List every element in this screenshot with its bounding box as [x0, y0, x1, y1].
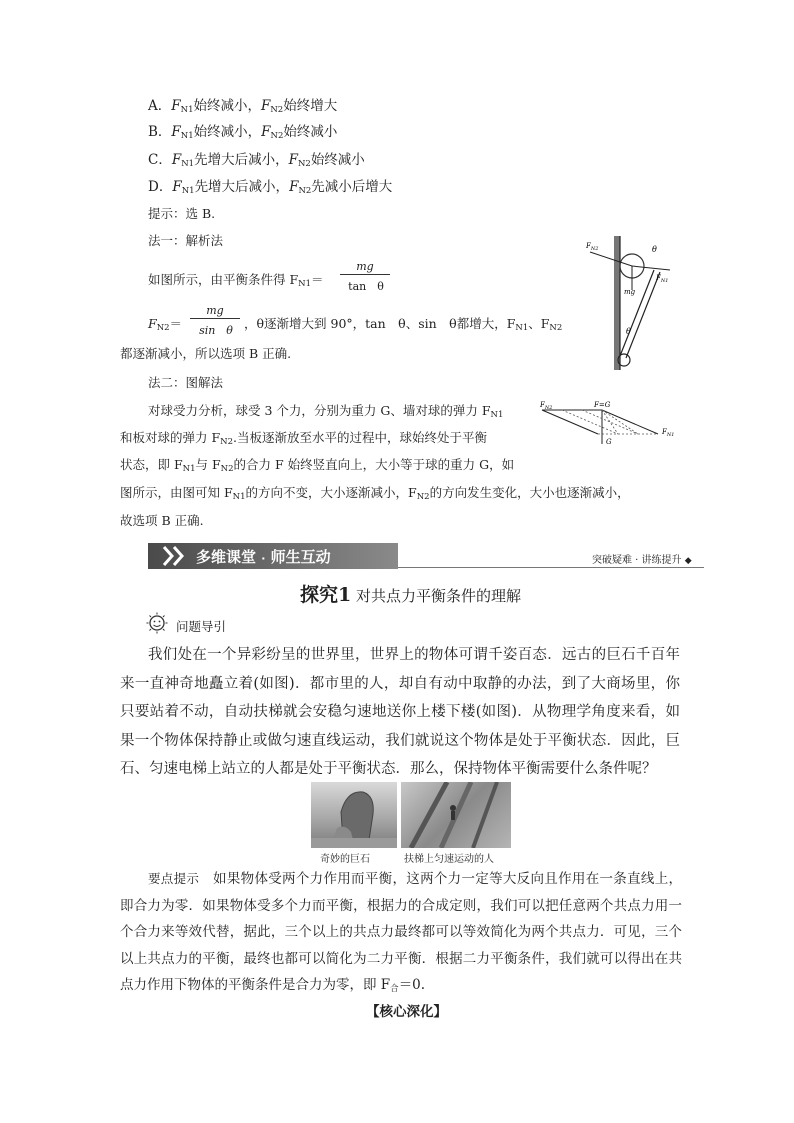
- option-b: [148, 122, 337, 146]
- option-a: [148, 96, 337, 120]
- force-subscript: N2: [220, 437, 234, 447]
- method2-title: 法二：图解法: [148, 375, 224, 390]
- option-text: 始终减小，: [193, 98, 261, 114]
- force-symbol: F: [172, 179, 182, 195]
- board: [620, 270, 654, 356]
- rock-illustration: [311, 782, 397, 848]
- force-symbol: F: [148, 316, 157, 331]
- force-symbol: F: [171, 152, 182, 168]
- force-subscript: N1: [181, 159, 195, 169]
- label-fn2: $F_{N2}$: [586, 242, 599, 252]
- text: 对球受力分析，球受 3 个力，分别为重力 G、墙对球的弹力 F: [148, 403, 491, 418]
- force-symbol: F: [289, 179, 299, 195]
- method1-line1: [148, 270, 324, 294]
- force-subscript: N2: [270, 105, 284, 115]
- section-heading: [300, 580, 521, 607]
- hint: 提示：选 B.: [148, 206, 216, 221]
- force-subscript: N1: [232, 492, 246, 502]
- option-letter: B．: [148, 124, 172, 140]
- method2-line2: [120, 428, 487, 452]
- force-parallelogram-diagram: [538, 398, 680, 448]
- fraction2-numerator: mg: [190, 304, 240, 319]
- heading-text: 对共点力平衡条件的理解: [356, 587, 522, 605]
- force-subscript: N2: [297, 159, 311, 169]
- option-text: 始终减小: [310, 152, 365, 168]
- option-text: 始终增大: [283, 98, 338, 114]
- force-subscript: N1: [180, 131, 194, 141]
- wall: [614, 236, 620, 370]
- label-f-equals-g: F=G: [594, 401, 611, 409]
- rock-caption: 奇妙的巨石: [320, 854, 370, 865]
- banner-title: [196, 546, 331, 567]
- text: 的方向发生变化，大小也逐渐减小，: [429, 485, 630, 500]
- force-subscript: N2: [298, 186, 312, 196]
- label-fn1: $F_{N1}$: [662, 428, 675, 438]
- giant-rock-photo: [311, 782, 397, 848]
- banner-right: 师生互动: [270, 548, 331, 566]
- double-chevron-icon: [162, 545, 190, 567]
- option-c: [148, 150, 365, 174]
- label-mg: mg: [624, 288, 636, 296]
- option-letter: A．: [148, 98, 172, 114]
- force-subscript: N1: [515, 323, 529, 333]
- force-subscript: N2: [220, 464, 234, 474]
- label-fn2: $F_{N2}$: [540, 401, 553, 411]
- force-subscript: 合: [390, 984, 399, 994]
- core-deepen-heading: 【核心深化】: [366, 1004, 447, 1020]
- banner-dot: ·: [261, 552, 266, 565]
- option-text: 先增大后减小，: [194, 152, 289, 168]
- text: 的合力 F 始终竖直向上，大小等于球的重力 G，如: [233, 457, 515, 472]
- method2-line4: [120, 483, 630, 507]
- text: 和板对球的弹力 F: [120, 430, 221, 445]
- diamond-icon: ◆: [684, 556, 692, 566]
- force-symbol: F: [171, 98, 181, 114]
- force-subscript: N2: [549, 323, 563, 333]
- section-banner: [148, 543, 398, 569]
- method1-line2-start: [148, 314, 182, 338]
- banner-side-text: [592, 551, 692, 566]
- fraction2-denominator: sin θ: [199, 324, 233, 337]
- label-theta-top: θ: [652, 245, 657, 254]
- option-text: 先减小后增大: [311, 179, 393, 195]
- problem-guide-label: 问题导引: [176, 619, 227, 634]
- text: 图所示，由图可知 F: [120, 485, 233, 500]
- banner-side-label: 突破疑难 · 讲练提升: [592, 555, 682, 566]
- smiley-icon: [146, 612, 168, 634]
- text: .当板逐渐放至水平的过程中，球始终处于平衡: [233, 430, 487, 445]
- escalator-illustration: [401, 782, 511, 848]
- option-letter: D．: [148, 179, 173, 195]
- force-subscript: N1: [490, 410, 504, 420]
- equals-sign: ＝: [169, 316, 183, 331]
- force-symbol: F: [260, 98, 271, 114]
- text: 如图所示，由平衡条件得 F: [148, 272, 299, 287]
- method2-line5: 故选项 B 正确.: [120, 513, 204, 528]
- escalator-caption: 扶梯上匀速运动的人: [404, 854, 494, 865]
- text: 、F: [528, 316, 550, 331]
- key-points-text: 如果物体受两个力作用而平衡，这两个力一定等大反向且作用在一条直线上，即合力为零．如果物体受多个力而平衡，根据力的合成定则，我们可以把任意两个共点力用一个合力来等效代替，据此，三个以上的共点力最终都可以等效简化为两个共点力．可见，三个以上共点力的平衡，最终也都可以简化为二力平衡．根据二力平衡条件，我们就可以得出在共点力作用下物体的平衡条件是合力为零，即 F: [120, 871, 683, 993]
- force-subscript: N2: [270, 131, 284, 141]
- text: 的方向不变，大小逐渐减小，F: [245, 485, 417, 500]
- option-letter: C．: [148, 152, 172, 168]
- key-points-end: ＝0.: [398, 977, 426, 993]
- option-text: 始终减小: [283, 124, 338, 140]
- option-d: [148, 177, 392, 201]
- text: 状态，即 F: [120, 457, 183, 472]
- equals-sign: ＝: [311, 272, 324, 287]
- heading-number: 探究1: [300, 584, 352, 606]
- banner-left: 多维课堂: [196, 548, 257, 566]
- text: ，θ逐渐增大到 90°，tan θ、sin θ都增大，F: [244, 316, 516, 331]
- label-g: G: [606, 438, 612, 446]
- method2-line3: [120, 455, 514, 479]
- text: 与 F: [195, 457, 221, 472]
- force-subscript: N1: [180, 105, 194, 115]
- force-subscript: N1: [298, 279, 312, 289]
- force-symbol: F: [261, 124, 271, 140]
- fraction1-numerator: mg: [340, 260, 390, 275]
- force-subscript: N2: [156, 323, 170, 333]
- method2-line1: [148, 401, 503, 425]
- escalator-photo: [401, 782, 511, 848]
- guide-paragraph: 我们处在一个异彩纷呈的世界里，世界上的物体可谓千姿百态．远古的巨石千百年来一直神奇地矗立着(如图)．都市里的人，却自有动中取静的办法，到了大商场里，你只要站着不动，自动扶梯就会安稳匀速地送你上楼下楼(如图)．从物理学角度来看，如果一个物体保持静止或做匀速直线运动，我们就说这个物体是处于平衡状态．因此，巨石、匀速电梯上站立的人都是处于平衡状态．那么，保持物体平衡需要什么条件呢？: [120, 647, 680, 777]
- force-subscript: N1: [181, 186, 195, 196]
- label-fn1: $F_{N1}$: [656, 274, 669, 284]
- wall-ball-board-diagram: [584, 232, 684, 374]
- key-points-paragraph: [120, 866, 682, 1003]
- force-symbol: F: [288, 152, 298, 168]
- option-text: 先增大后减小，: [194, 179, 290, 195]
- fraction1-denominator: tan θ: [348, 280, 384, 293]
- method1-title: 法一：解析法: [148, 233, 224, 248]
- key-points-label: 要点提示: [148, 871, 200, 886]
- method1-line2-end: [244, 314, 562, 338]
- force-symbol: F: [171, 124, 181, 140]
- force-subscript: N1: [182, 464, 196, 474]
- banner-rule: [398, 567, 704, 568]
- force-subscript: N2: [416, 492, 430, 502]
- option-text: 始终减小，: [193, 124, 262, 140]
- method1-line3: 都逐渐减小，所以选项 B 正确.: [120, 346, 292, 361]
- label-theta-bottom: θ: [626, 327, 631, 336]
